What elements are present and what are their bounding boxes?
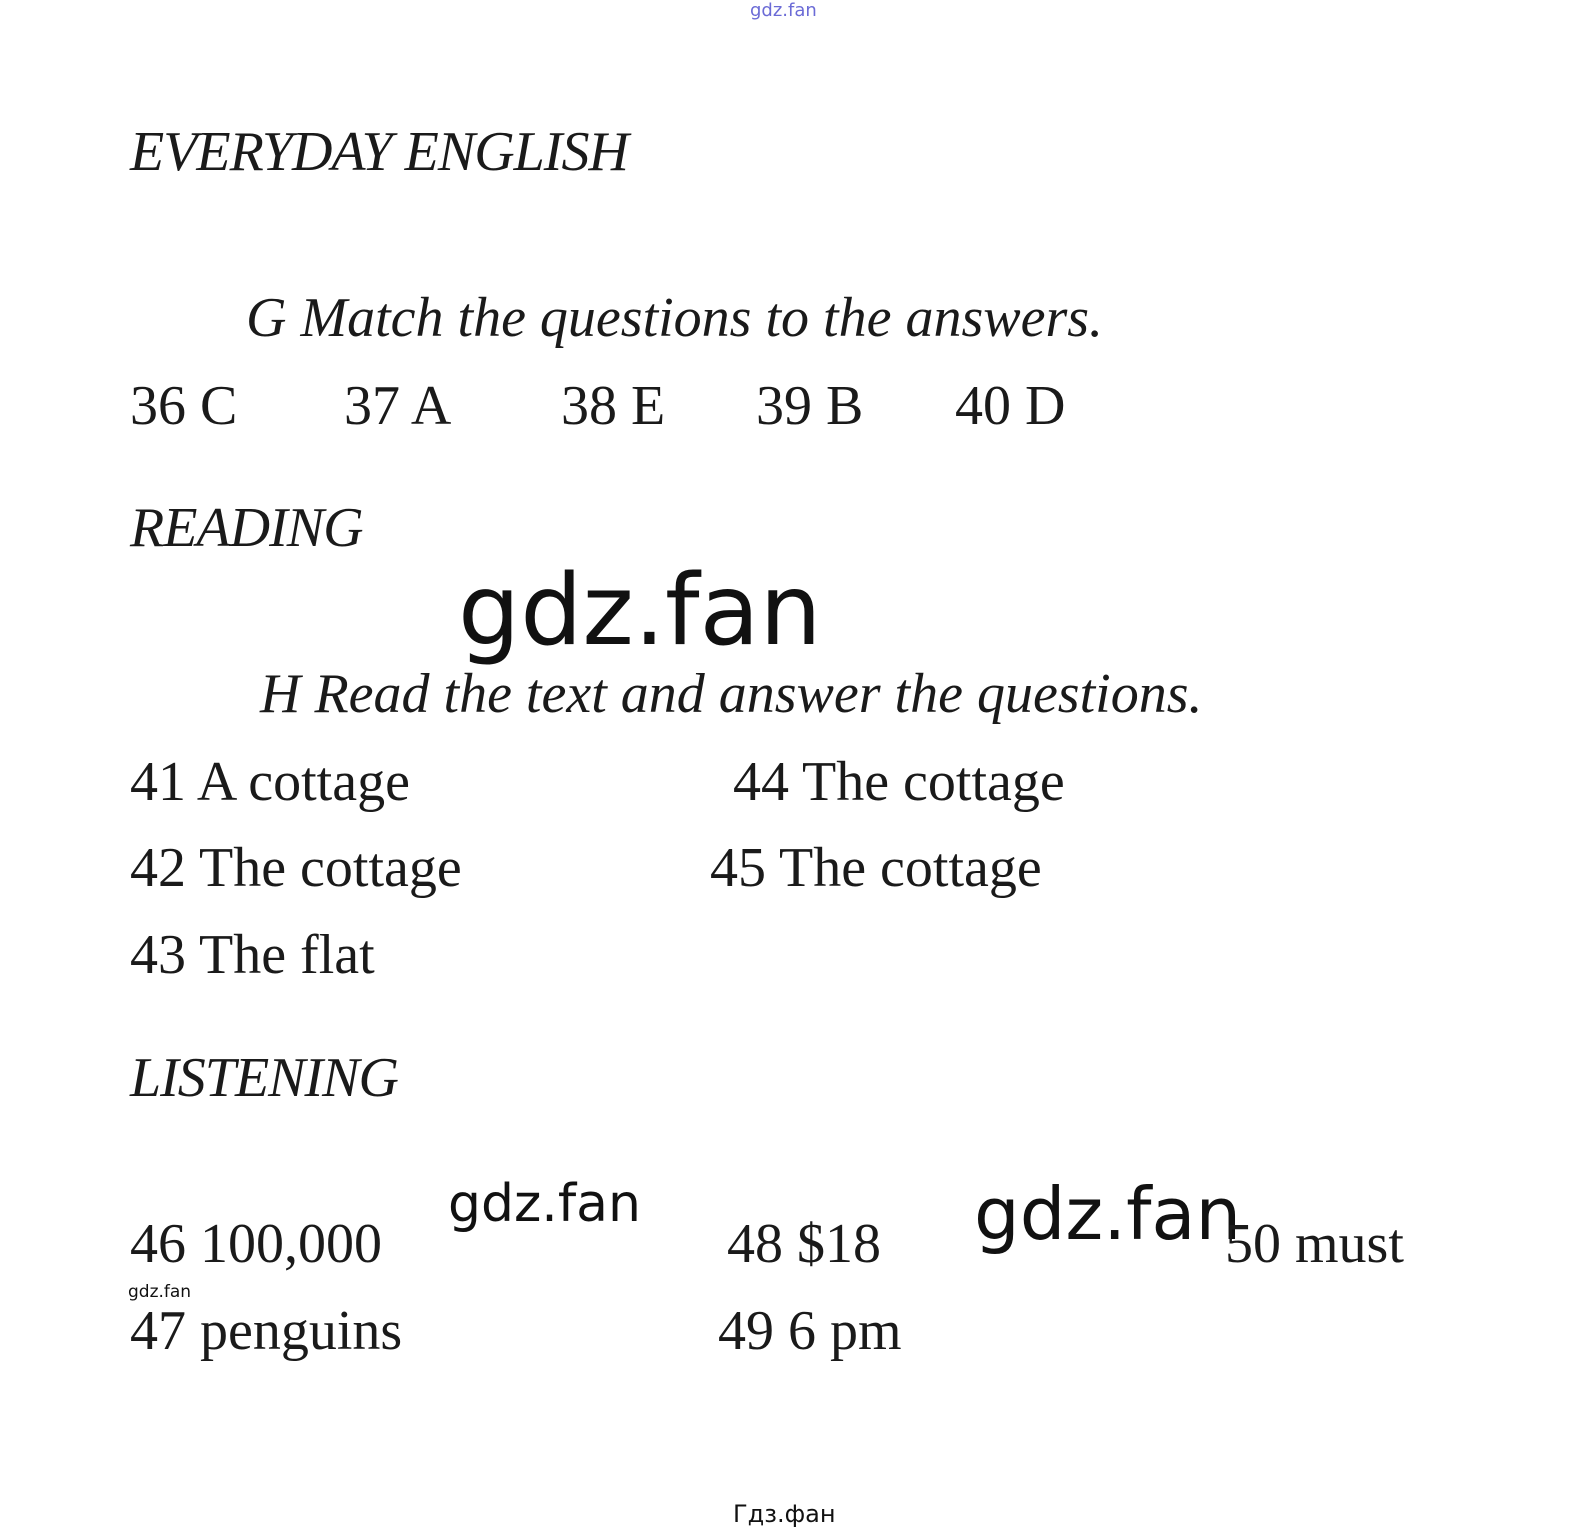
- answer-46: 46 100,000: [130, 1213, 382, 1275]
- watermark-footer: Гдз.фан: [733, 1500, 836, 1528]
- watermark-top: gdz.fan: [750, 0, 817, 21]
- answer-44: 44 The cottage: [733, 751, 1065, 813]
- instruction-g: G Match the questions to the answers.: [246, 287, 1104, 349]
- heading-everyday-english: EVERYDAY ENGLISH: [130, 121, 628, 183]
- heading-listening: LISTENING: [130, 1047, 398, 1109]
- answer-50: 50 must: [1225, 1213, 1404, 1275]
- answer-38: 38 E: [561, 375, 666, 437]
- answer-42: 42 The cottage: [130, 837, 462, 899]
- watermark-medium: gdz.fan: [448, 1174, 641, 1234]
- watermark-right: gdz.fan: [974, 1172, 1242, 1256]
- heading-reading: READING: [130, 497, 363, 559]
- instruction-h: H Read the text and answer the questions.: [260, 663, 1203, 725]
- answer-49: 49 6 pm: [718, 1300, 902, 1362]
- answer-45: 45 The cottage: [710, 837, 1042, 899]
- answer-43: 43 The flat: [130, 924, 375, 986]
- answer-40: 40 D: [955, 375, 1066, 437]
- answer-41: 41 A cottage: [130, 751, 410, 813]
- answer-48: 48 $18: [727, 1213, 881, 1275]
- answer-47: 47 penguins: [130, 1300, 403, 1362]
- answer-37: 37 A: [344, 375, 452, 437]
- watermark-small: gdz.fan: [128, 1282, 192, 1302]
- answer-39: 39 B: [756, 375, 864, 437]
- watermark-large: gdz.fan: [458, 554, 822, 668]
- answer-36: 36 C: [130, 375, 238, 437]
